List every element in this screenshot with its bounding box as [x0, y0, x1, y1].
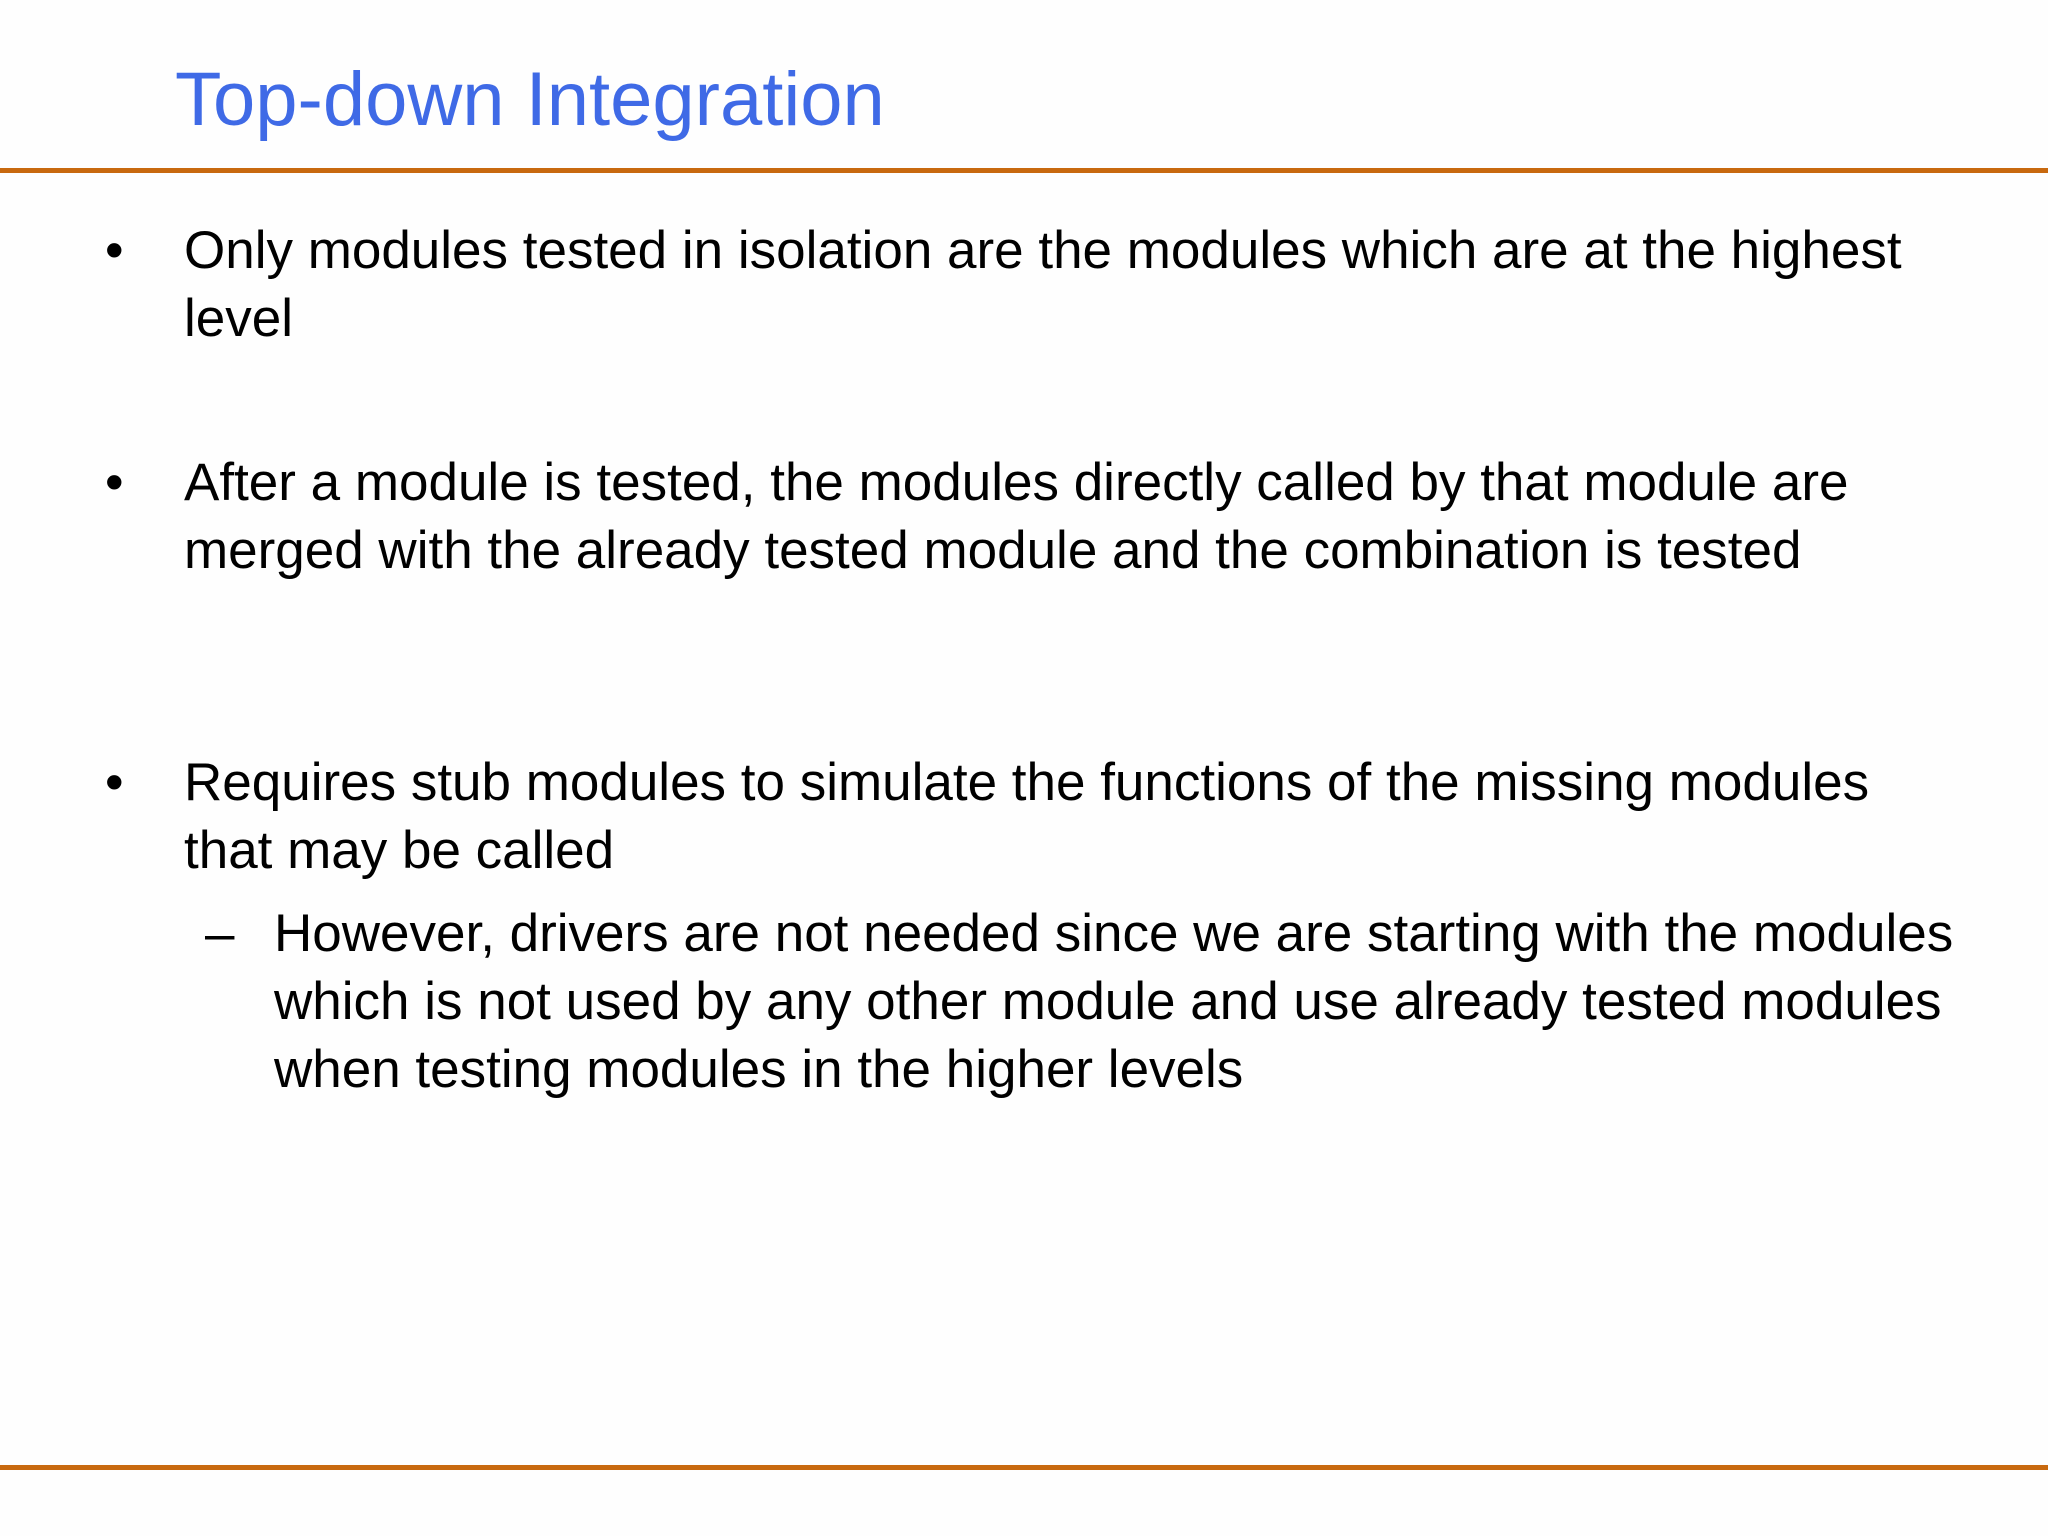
bullet-text: Requires stub modules to simulate the functions of the missing modules that may be called: [184, 753, 1870, 880]
bullet-marker: •: [105, 221, 124, 280]
sub-bullet-marker: –: [205, 904, 235, 963]
sub-bullet-text: However, drivers are not needed since we are starting with the modules which is not used by any other module and use already tested modules when testing modules in the higher levels: [274, 904, 1954, 1099]
slide-title: Top-down Integration: [175, 57, 885, 142]
bullet-marker: •: [105, 453, 124, 512]
bullet-marker: •: [105, 753, 124, 812]
bottom-divider: [0, 1465, 2048, 1470]
bullet-text: After a module is tested, the modules directly called by that module are merged with the already tested module and the combination is tested: [184, 453, 1849, 580]
bullet-text: Only modules tested in isolation are the modules which are at the highest level: [184, 221, 1902, 348]
